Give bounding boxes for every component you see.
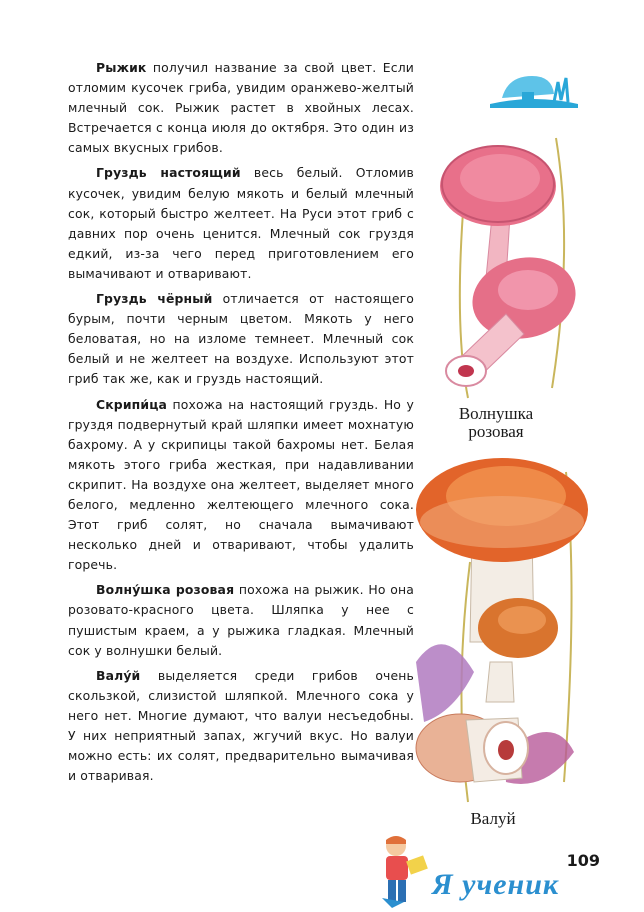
paragraph-valuy	[68, 666, 414, 787]
term-valuy: Валу́й	[96, 667, 141, 683]
paragraph-ryzhik	[68, 58, 414, 158]
caption-volnushka	[446, 405, 546, 441]
caption-volnushka-line2: розовая	[468, 422, 524, 441]
term-ryzhik: Рыжик	[96, 60, 147, 75]
text-gruzd-nastoyashchiy: весь белый. Отломив кусочек, увидим белую мякоть и белый млечный сок, который быстро желтеет. На Руси этот гриб с давних пор очень ценится. Млечный сок груздя едкий, из-за чего перед приготовлением его вымачивают и отваривают.	[68, 165, 414, 281]
volnushka-illustration	[436, 128, 586, 400]
text-valuy: выделяется среди грибов очень скользкой, слизистой шляпкой. Млечного сока у него нет. Многие думают, что валуи несъедобны. У них неприятный запах, жгучий вкус. Но валуи можно есть: их солят, предварительно вымачивая и отваривая.	[68, 667, 414, 784]
term-skripitsa: Скрипи́ца	[96, 396, 168, 412]
text-volnushka: похожа на рыжик. Но она розовато-красного цвета. Шляпка у нее с пушистым краем, а у рыжика гладкая. Млечный сок у волнушки белый.	[68, 582, 414, 658]
boy-reading-logo	[372, 832, 436, 908]
paragraph-volnushka	[68, 580, 414, 660]
watermark: Я ученик	[432, 868, 560, 901]
paragraph-gruzd-nastoyashchiy	[68, 163, 414, 284]
article-text	[68, 58, 414, 791]
term-volnushka: Волну́шка розовая	[96, 582, 235, 598]
text-skripitsa: похожа на настоящий груздь. Но у груздя подвернутый край шляпки имеет мохнатую бахрому. А у скрипицы такой бахромы нет. Белая мякоть этого гриба жесткая, при надавливании скрипит. На воздухе она желтеет, выделяет много белого, медленно желтеющего млечного сока. Этот гриб солят, но сначала вымачивают несколько дней и отваривают, чтобы удалить горечь.	[68, 396, 414, 573]
paragraph-gruzd-chernyy	[68, 289, 414, 389]
valuy-illustration	[414, 452, 590, 808]
paragraph-skripitsa	[68, 395, 414, 576]
term-gruzd-chernyy: Груздь чёрный	[96, 291, 213, 307]
text-gruzd-chernyy: отличается от настоящего бурым, почти черным цветом. Мякоть у него беловатая, но на изломе темнеет. Млечный сок белый и не желтеет на воздухе. Используют этот гриб так же, как и груздь настоящий.	[68, 291, 414, 387]
page-number: 109	[566, 851, 600, 870]
text-ryzhik: получил название за свой цвет. Если отломим кусочек гриба, увидим оранжево-желтый млечный сок. Рыжик растет в хвойных лесах. Встречается с конца июля до октября. Это один из самых вкусных грибов.	[68, 60, 414, 156]
caption-volnushka-line1: Волнушка	[458, 404, 534, 423]
mushroom-pictogram-icon	[488, 64, 580, 110]
caption-valuy: Валуй	[470, 809, 516, 828]
term-gruzd-nastoyashchiy: Груздь настоящий	[96, 165, 241, 181]
